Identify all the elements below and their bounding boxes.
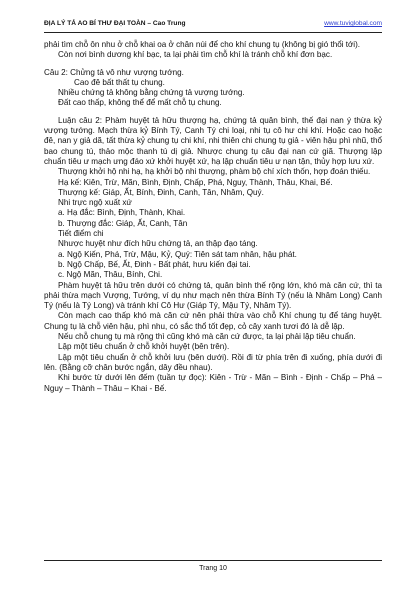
paragraph: Luận câu 2: Phàm huyệt tả hữu thượng hạ, chứng tả quân bình, thế đại nan ý thừa kỷ vượng tướng. Mạch thừa kỷ Bính Tý, Canh Tý chi loại, nhi tụ cô hư chi khí. Hoặc cao hoặc đê, nan y giả dã, tất thừa kỷ chung tụ chi khí, nhi thiên chi chung tụ giả - viên hậu phì nhũ, thổ bao chung tú, thảo mộc thanh tú dị giả. Nhược chung tụ câu đại nan cứ giã. Thượng lập chuẩn tiêu ư mạch ưng đáo xứ khởi huyệt xứ, hạ lập chuẩn tiêu ư nạn tận, thủy hợp lưu xứ. <box>44 115 382 166</box>
list-line: c. Ngộ Mãn, Thâu, Bính, Chi. <box>58 270 163 280</box>
verse-heading: Câu 2: Chửng tả vô như vượng tướng. <box>44 67 184 77</box>
verse-line: Cao đê bất thất tụ chung. <box>74 77 165 87</box>
paragraph: Thượng kế: Giáp, Ất, Bính, Đinh, Canh, Tân, Nhâm, Quý. <box>58 187 264 197</box>
paragraph: Lập một tiêu chuẩn ở chỗ khởi lưu (bên dưới). Rồi đi từ phía trên đi xuống, phía dưới đi lên. (Bằng cỡ chân bước ngắn, dây đều nhau). <box>44 352 382 372</box>
verse-line: Đất cao thấp, không thể để mất chỗ tụ chung. <box>58 98 222 108</box>
paragraph: Lập một tiêu chuẩn ở chỗ khởi huyệt (bên trên). <box>58 342 230 352</box>
paragraph: Nếu chỗ chung tụ mà rộng thì cũng khó mà căn cứ được, ta lại phải lập tiêu chuẩn. <box>58 332 356 342</box>
paragraph: Còn nơi bình dương khí bạc, ta lại phải tìm chỗ khí là tránh chỗ khí đơn bạc. <box>58 50 333 60</box>
list-line: a. Hạ đắc: Bình, Định, Thành, Khai. <box>58 208 186 218</box>
paragraph: phải tìm chỗ ôn nhu ở chỗ khai oa ở chân núi để cho khí chung tụ (không bị gió thổi tới). <box>44 40 361 49</box>
spacer <box>44 109 382 116</box>
list-line: Tiết điểm chi <box>58 229 104 239</box>
list-line: Nhi trực ngộ xuất xứ <box>58 198 132 208</box>
page-content <box>44 40 382 394</box>
page-header <box>44 18 382 33</box>
paragraph: Hạ kế: Kiên, Trừ, Mãn, Bình, Định, Chấp, Phá, Nguy, Thành, Thâu, Khai, Bế. <box>58 177 333 187</box>
list-line: Nhược huyệt như đích hữu chứng tả, an thập đạo táng. <box>58 239 258 249</box>
verse-line: Nhiều chứng tả không bằng chứng tả vượng tướng. <box>58 88 245 98</box>
header-title: ĐỊA LÝ TẢ AO BÍ THƯ ĐẠI TOÀN – Cao Trung <box>44 20 186 27</box>
spacer <box>44 61 382 68</box>
paragraph: Còn mạch cao thấp khó mà căn cứ nên phải thừa vào chỗ Khí chung tụ để táng huyệt. Chung tụ là chỗ viên hậu, phì nhu, có sắc thổ tốt đẹp, cỏ cây xanh tươi đó là dễ lập. <box>44 311 382 331</box>
paragraph: Khi bước từ dưới lên đếm (tuần tự đọc): Kiên - Trừ - Mãn – Bình - Định - Chấp – Phá – Nguy – Thành – Thâu – Khai - Bế. <box>44 373 382 393</box>
list-line: b. Ngộ Chấp, Bế, Ất, Đinh - Bất phát, hưu kiến đại tai. <box>58 259 251 269</box>
paragraph: Phàm huyệt tả hữu trên dưới có chứng tả, quân bình thế rộng lớn, khó mà căn cứ, thì ta phải thừa mạch Vượng, Tướng, ví dụ như mạch nên thừa Bính Tý (nếu là Nhâm Long) Canh Tý (nếu là Tý Long) và tránh khí Cô Hư (Giáp Tý, Mậu Tý, Nhâm Tý). <box>44 280 382 311</box>
page-footer <box>44 560 382 572</box>
list-line: a. Ngộ Kiến, Phá, Trừ, Mậu, Kỷ, Quý: Tiên sát tam nhân, hậu phát. <box>58 249 297 259</box>
paragraph: Thượng khởi hộ nhi hạ, hạ khởi bộ nhi thượng, phàm bộ chí xích thốn, hợp đoán thiếu. <box>58 167 371 177</box>
list-line: b. Thượng đắc: Giáp, Ất, Canh, Tân <box>58 218 188 228</box>
header-website-link[interactable]: www.tuviglobal.com <box>324 20 382 27</box>
page-number: Trang 10 <box>199 565 227 572</box>
